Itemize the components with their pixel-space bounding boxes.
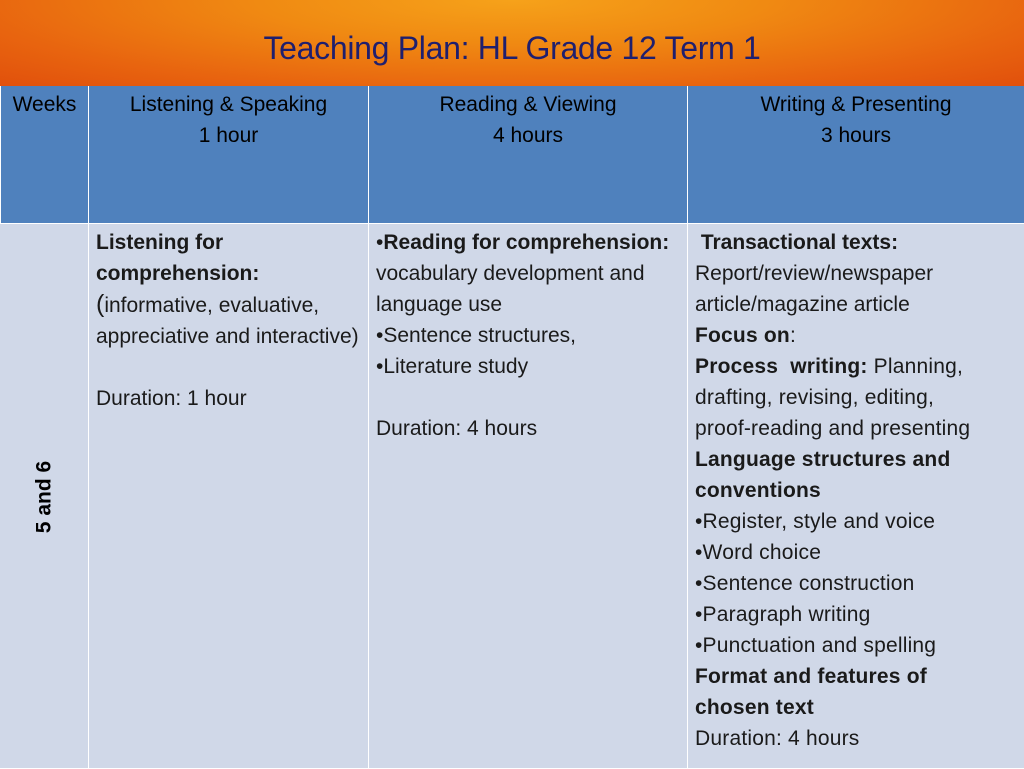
writing-language-heading: Language structures and xyxy=(695,448,951,471)
writing-item: •Sentence construction xyxy=(695,572,915,595)
listening-duration: Duration: 1 hour xyxy=(96,387,247,410)
header-writing-presenting: Writing & Presenting 3 hours xyxy=(688,86,1024,223)
reading-bullet-1-line-3: language use xyxy=(376,293,503,316)
reading-bullet-2: •Sentence structures, xyxy=(376,324,576,347)
weeks-value: 5 and 6 xyxy=(32,460,56,534)
cell-weeks xyxy=(0,224,88,768)
writing-process: Process writing: Planning, xyxy=(695,355,964,378)
writing-duration: Duration: 4 hours xyxy=(695,727,860,750)
header-weeks: Weeks xyxy=(0,86,88,223)
cell-listening-speaking xyxy=(89,224,368,768)
writing-item: •Register, style and voice xyxy=(695,510,936,533)
writing-focus: Focus on: xyxy=(695,324,796,347)
reading-bullet-1: •Reading for comprehension: xyxy=(376,231,670,254)
writing-item: •Paragraph writing xyxy=(695,603,871,626)
writing-process-2: drafting, revising, editing, xyxy=(695,386,935,409)
writing-types-2: article/magazine article xyxy=(695,293,910,316)
listening-heading-2: comprehension: xyxy=(96,262,260,285)
reading-bullet-3: •Literature study xyxy=(376,355,529,378)
writing-heading: Transactional texts: xyxy=(695,231,899,254)
writing-format-heading-2: chosen text xyxy=(695,696,814,719)
listening-detail-2: appreciative and interactive) xyxy=(96,325,359,348)
writing-language-heading-2: conventions xyxy=(695,479,821,502)
listening-detail: (informative, evaluative, xyxy=(96,290,320,318)
writing-types: Report/review/newspaper xyxy=(695,262,934,285)
writing-format-heading: Format and features of xyxy=(695,665,927,688)
writing-item: •Punctuation and spelling xyxy=(695,634,937,657)
cell-reading-viewing xyxy=(369,224,687,768)
page-title: Teaching Plan: HL Grade 12 Term 1 xyxy=(263,30,761,66)
writing-item: •Word choice xyxy=(695,541,822,564)
writing-process-3: proof-reading and presenting xyxy=(695,417,971,440)
header-listening-speaking: Listening & Speaking 1 hour xyxy=(89,86,368,223)
reading-duration: Duration: 4 hours xyxy=(376,417,538,440)
header-reading-viewing: Reading & Viewing 4 hours xyxy=(369,86,687,223)
reading-bullet-1-line-2: vocabulary development and xyxy=(376,262,645,285)
cell-writing-presenting xyxy=(688,224,1024,768)
listening-heading: Listening for xyxy=(96,231,224,254)
